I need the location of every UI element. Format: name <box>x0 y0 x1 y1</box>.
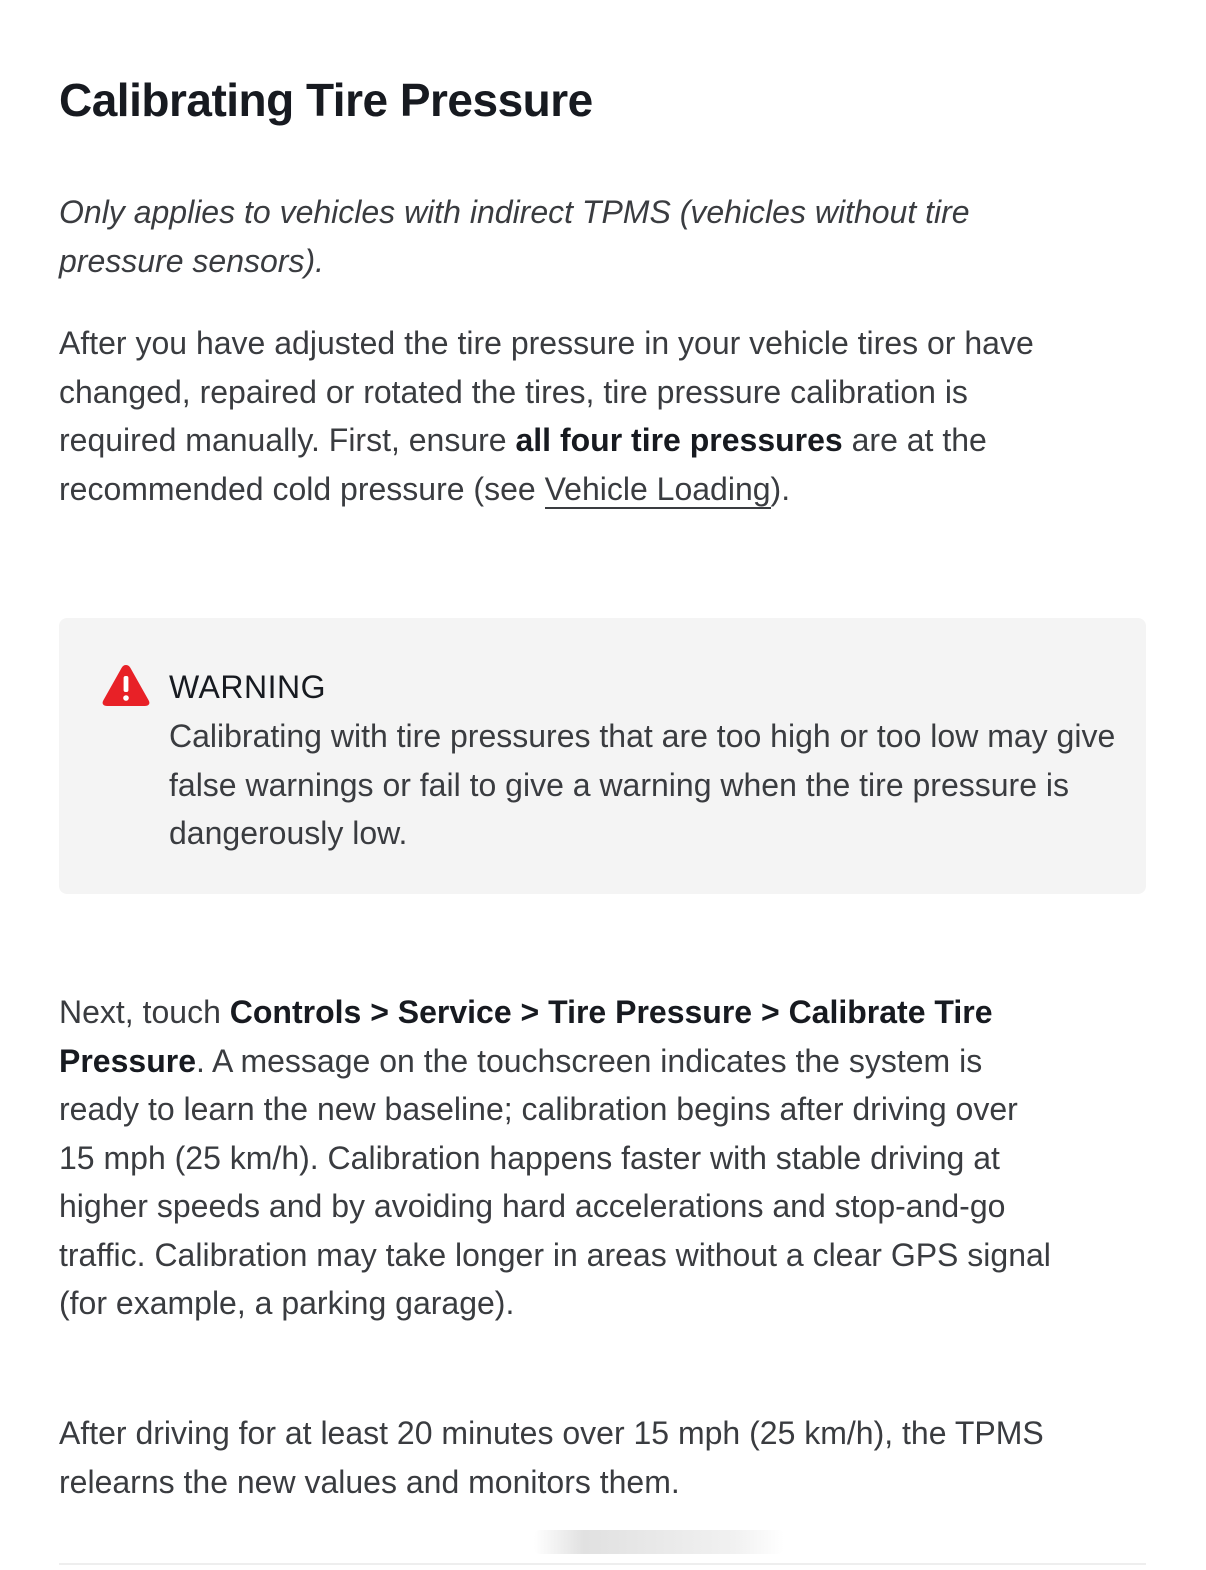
steps-text-after: . A message on the touchscreen indicates the system is ready to learn the new baseline; calibration begins after driving over 15 mph (25 km/h). Calibration happens faster with stable driving at higher speeds and by avoiding hard accelerations and stop-and-go traffic. Calibration may take longer in areas without a clear GPS signal (for example, a parking garage). <box>59 1042 1051 1321</box>
applicability-note: Only applies to vehicles with indirect TPMS (vehicles without tire pressure sensors). <box>59 194 970 279</box>
warning-title: WARNING <box>169 669 326 705</box>
bottom-divider <box>59 1563 1146 1565</box>
warning-text: Calibrating with tire pressures that are too high or too low may give false warnings or fail to give a warning when the tire pressure is dangerously low. <box>169 718 1116 851</box>
page-title: Calibrating Tire Pressure <box>59 74 593 126</box>
vehicle-loading-link[interactable]: Vehicle Loading <box>544 470 771 507</box>
intro-bold-emphasis: all four tire pressures <box>515 422 843 458</box>
warning-triangle-icon <box>101 662 151 708</box>
intro-text-middle: are at the recommended cold pressure (see <box>59 422 987 507</box>
calibration-intro-paragraph <box>59 319 1049 513</box>
intro-text-after: ). <box>770 470 791 507</box>
relearn-paragraph: After driving for at least 20 minutes over 15 mph (25 km/h), the TPMS relearns the new values and monitors them. <box>59 1415 1044 1500</box>
calibration-steps-paragraph <box>59 988 1059 1328</box>
menu-path: Controls > Service > Tire Pressure > Calibrate Tire Pressure <box>59 994 993 1079</box>
faded-watermark <box>534 1530 784 1554</box>
intro-text-before: After you have adjusted the tire pressure in your vehicle tires or have changed, repaired or rotated the tires, tire pressure calibration is required manually. First, ensure <box>59 325 1034 458</box>
steps-text-before: Next, touch <box>59 994 230 1030</box>
